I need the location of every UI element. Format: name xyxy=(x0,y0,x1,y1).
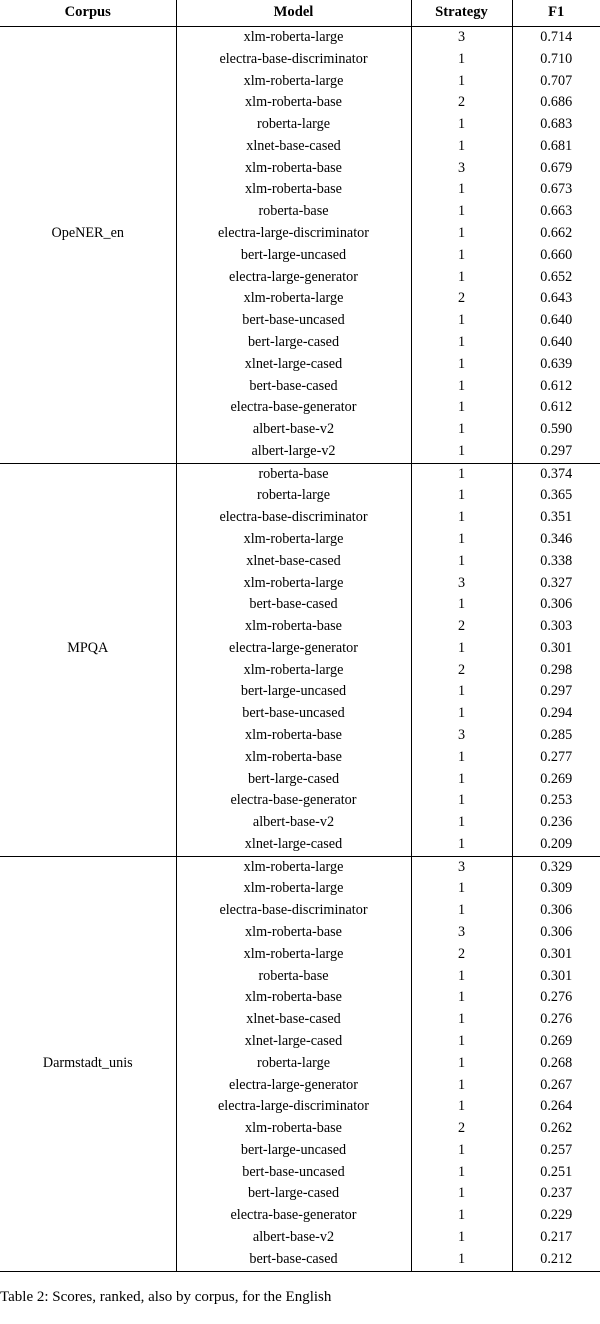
cell-corpus: Darmstadt_unis xyxy=(42,1054,133,1071)
cell-corpus xyxy=(0,397,176,419)
cell-model: albert-base-v2 xyxy=(176,812,411,834)
table-row xyxy=(0,441,600,463)
cell-strategy: 1 xyxy=(411,1205,512,1227)
cell-strategy: 1 xyxy=(411,179,512,201)
cell-strategy: 1 xyxy=(411,397,512,419)
cell-corpus xyxy=(0,1249,176,1271)
cell-strategy: 1 xyxy=(411,1009,512,1031)
cell-strategy: 1 xyxy=(411,201,512,223)
cell-corpus xyxy=(0,267,176,289)
cell-f1: 0.679 xyxy=(512,158,600,180)
cell-model: electra-base-generator xyxy=(176,790,411,812)
table-row xyxy=(0,1205,600,1227)
cell-f1: 0.236 xyxy=(512,812,600,834)
table-row xyxy=(0,397,600,419)
table-row xyxy=(0,223,600,245)
cell-strategy: 1 xyxy=(411,1227,512,1249)
table-row xyxy=(0,310,600,332)
cell-f1: 0.269 xyxy=(512,1031,600,1053)
cell-strategy: 1 xyxy=(411,769,512,791)
column-header-corpus: Corpus xyxy=(0,0,176,27)
cell-f1: 0.217 xyxy=(512,1227,600,1249)
cell-f1: 0.253 xyxy=(512,790,600,812)
cell-model: xlm-roberta-base xyxy=(176,179,411,201)
cell-f1: 0.710 xyxy=(512,49,600,71)
cell-corpus: OpeNER_en xyxy=(51,225,124,242)
cell-model: electra-base-discriminator xyxy=(176,900,411,922)
cell-corpus xyxy=(0,834,176,856)
cell-model: xlnet-base-cased xyxy=(176,1009,411,1031)
cell-f1: 0.686 xyxy=(512,92,600,114)
cell-strategy: 1 xyxy=(411,441,512,463)
cell-corpus xyxy=(0,27,176,49)
cell-strategy: 3 xyxy=(411,158,512,180)
cell-corpus xyxy=(0,573,176,595)
cell-strategy: 1 xyxy=(411,987,512,1009)
cell-f1: 0.590 xyxy=(512,419,600,441)
table-row xyxy=(0,1075,600,1097)
cell-corpus xyxy=(0,747,176,769)
cell-model: xlm-roberta-base xyxy=(176,616,411,638)
table-row xyxy=(0,856,600,878)
cell-model: roberta-large xyxy=(176,1053,411,1075)
cell-f1: 0.297 xyxy=(512,441,600,463)
cell-strategy: 2 xyxy=(411,660,512,682)
cell-corpus xyxy=(0,49,176,71)
cell-model: xlm-roberta-large xyxy=(176,660,411,682)
cell-strategy: 2 xyxy=(411,288,512,310)
cell-f1: 0.276 xyxy=(512,987,600,1009)
cell-corpus xyxy=(0,179,176,201)
cell-model: albert-base-v2 xyxy=(176,1227,411,1249)
cell-corpus xyxy=(0,966,176,988)
cell-model: roberta-base xyxy=(176,966,411,988)
cell-corpus xyxy=(0,1096,176,1118)
cell-model: xlnet-base-cased xyxy=(176,136,411,158)
cell-corpus xyxy=(0,529,176,551)
cell-f1: 0.346 xyxy=(512,529,600,551)
cell-strategy: 1 xyxy=(411,245,512,267)
cell-strategy: 1 xyxy=(411,638,512,660)
cell-corpus xyxy=(0,681,176,703)
cell-model: electra-base-discriminator xyxy=(176,49,411,71)
cell-corpus xyxy=(0,812,176,834)
cell-strategy: 3 xyxy=(411,922,512,944)
cell-model: bert-large-uncased xyxy=(176,1140,411,1162)
cell-model: bert-base-uncased xyxy=(176,1162,411,1184)
cell-strategy: 3 xyxy=(411,27,512,49)
cell-strategy: 1 xyxy=(411,790,512,812)
table-row xyxy=(0,485,600,507)
cell-corpus xyxy=(0,1140,176,1162)
cell-corpus xyxy=(0,92,176,114)
cell-f1: 0.269 xyxy=(512,769,600,791)
table-row xyxy=(0,638,600,660)
table-row xyxy=(0,136,600,158)
cell-strategy: 2 xyxy=(411,1118,512,1140)
cell-corpus xyxy=(0,201,176,223)
cell-strategy: 1 xyxy=(411,1053,512,1075)
cell-f1: 0.229 xyxy=(512,1205,600,1227)
table-row xyxy=(0,1118,600,1140)
cell-corpus xyxy=(0,922,176,944)
cell-model: xlm-roberta-base xyxy=(176,747,411,769)
cell-strategy: 1 xyxy=(411,812,512,834)
table-row xyxy=(0,92,600,114)
table-row xyxy=(0,769,600,791)
cell-strategy: 1 xyxy=(411,332,512,354)
cell-strategy: 1 xyxy=(411,49,512,71)
cell-f1: 0.673 xyxy=(512,179,600,201)
table-row xyxy=(0,158,600,180)
cell-f1: 0.663 xyxy=(512,201,600,223)
cell-f1: 0.262 xyxy=(512,1118,600,1140)
cell-strategy: 1 xyxy=(411,900,512,922)
table-row xyxy=(0,616,600,638)
cell-f1: 0.714 xyxy=(512,27,600,49)
cell-model: electra-base-generator xyxy=(176,1205,411,1227)
cell-model: electra-large-discriminator xyxy=(176,1096,411,1118)
cell-corpus xyxy=(0,354,176,376)
cell-model: bert-base-cased xyxy=(176,1249,411,1271)
cell-f1: 0.306 xyxy=(512,922,600,944)
cell-strategy: 1 xyxy=(411,1249,512,1271)
cell-f1: 0.652 xyxy=(512,267,600,289)
cell-strategy: 1 xyxy=(411,703,512,725)
cell-model: electra-large-generator xyxy=(176,1075,411,1097)
cell-strategy: 1 xyxy=(411,136,512,158)
cell-f1: 0.285 xyxy=(512,725,600,747)
cell-f1: 0.640 xyxy=(512,332,600,354)
table-row xyxy=(0,1031,600,1053)
table-row xyxy=(0,1227,600,1249)
cell-corpus xyxy=(0,136,176,158)
cell-f1: 0.660 xyxy=(512,245,600,267)
cell-f1: 0.301 xyxy=(512,944,600,966)
cell-model: electra-base-discriminator xyxy=(176,507,411,529)
cell-model: xlm-roberta-base xyxy=(176,922,411,944)
table-row xyxy=(0,179,600,201)
column-header-model: Model xyxy=(176,0,411,27)
cell-f1: 0.327 xyxy=(512,573,600,595)
cell-strategy: 1 xyxy=(411,419,512,441)
table-row xyxy=(0,922,600,944)
cell-f1: 0.643 xyxy=(512,288,600,310)
cell-corpus xyxy=(0,944,176,966)
cell-corpus xyxy=(0,158,176,180)
cell-model: bert-base-uncased xyxy=(176,703,411,725)
cell-model: albert-large-v2 xyxy=(176,441,411,463)
cell-corpus xyxy=(0,1227,176,1249)
cell-f1: 0.237 xyxy=(512,1183,600,1205)
cell-model: xlm-roberta-large xyxy=(176,878,411,900)
cell-model: electra-large-generator xyxy=(176,267,411,289)
cell-f1: 0.329 xyxy=(512,856,600,878)
cell-model: electra-base-generator xyxy=(176,397,411,419)
cell-corpus xyxy=(0,616,176,638)
cell-f1: 0.365 xyxy=(512,485,600,507)
cell-model: xlm-roberta-large xyxy=(176,944,411,966)
cell-f1: 0.612 xyxy=(512,397,600,419)
cell-f1: 0.612 xyxy=(512,376,600,398)
cell-model: xlm-roberta-base xyxy=(176,987,411,1009)
table-row xyxy=(0,245,600,267)
table-row xyxy=(0,878,600,900)
cell-f1: 0.301 xyxy=(512,638,600,660)
cell-strategy: 1 xyxy=(411,1140,512,1162)
cell-model: bert-base-cased xyxy=(176,594,411,616)
table-row xyxy=(0,332,600,354)
cell-strategy: 1 xyxy=(411,1031,512,1053)
cell-corpus xyxy=(0,1118,176,1140)
table-header-row xyxy=(0,0,600,27)
table-row xyxy=(0,966,600,988)
cell-corpus xyxy=(0,463,176,485)
table-row xyxy=(0,703,600,725)
table-row xyxy=(0,419,600,441)
table-row xyxy=(0,376,600,398)
cell-corpus xyxy=(0,441,176,463)
cell-strategy: 3 xyxy=(411,573,512,595)
cell-model: electra-large-generator xyxy=(176,638,411,660)
cell-corpus xyxy=(0,114,176,136)
cell-model: bert-large-uncased xyxy=(176,681,411,703)
cell-strategy: 1 xyxy=(411,529,512,551)
cell-strategy: 1 xyxy=(411,966,512,988)
table-row xyxy=(0,201,600,223)
cell-corpus xyxy=(0,419,176,441)
cell-f1: 0.640 xyxy=(512,310,600,332)
cell-strategy: 2 xyxy=(411,944,512,966)
cell-corpus xyxy=(0,594,176,616)
cell-strategy: 1 xyxy=(411,594,512,616)
cell-strategy: 1 xyxy=(411,747,512,769)
cell-f1: 0.683 xyxy=(512,114,600,136)
cell-f1: 0.301 xyxy=(512,966,600,988)
cell-strategy: 2 xyxy=(411,616,512,638)
cell-corpus xyxy=(0,878,176,900)
cell-model: bert-base-cased xyxy=(176,376,411,398)
cell-corpus xyxy=(0,1205,176,1227)
table-body xyxy=(0,27,600,1272)
cell-strategy: 1 xyxy=(411,71,512,93)
cell-f1: 0.267 xyxy=(512,1075,600,1097)
cell-strategy: 3 xyxy=(411,725,512,747)
table-row xyxy=(0,288,600,310)
cell-strategy: 1 xyxy=(411,1183,512,1205)
cell-model: roberta-large xyxy=(176,485,411,507)
cell-strategy: 2 xyxy=(411,92,512,114)
cell-model: xlm-roberta-large xyxy=(176,288,411,310)
table-row xyxy=(0,790,600,812)
cell-corpus xyxy=(0,310,176,332)
cell-strategy: 1 xyxy=(411,463,512,485)
cell-f1: 0.294 xyxy=(512,703,600,725)
table-row xyxy=(0,267,600,289)
table-row xyxy=(0,529,600,551)
cell-corpus xyxy=(0,1009,176,1031)
cell-model: electra-large-discriminator xyxy=(176,223,411,245)
cell-f1: 0.309 xyxy=(512,878,600,900)
cell-model: roberta-base xyxy=(176,463,411,485)
cell-model: bert-large-uncased xyxy=(176,245,411,267)
column-header-f1: F1 xyxy=(512,0,600,27)
cell-model: xlm-roberta-large xyxy=(176,529,411,551)
table-row xyxy=(0,49,600,71)
cell-f1: 0.351 xyxy=(512,507,600,529)
cell-strategy: 1 xyxy=(411,354,512,376)
figure-caption xyxy=(0,1272,600,1307)
cell-strategy: 1 xyxy=(411,507,512,529)
cell-model: xlm-roberta-large xyxy=(176,573,411,595)
cell-corpus xyxy=(0,1031,176,1053)
table-row xyxy=(0,114,600,136)
cell-f1: 0.277 xyxy=(512,747,600,769)
cell-corpus xyxy=(0,485,176,507)
caption-text: Table 2: Scores, ranked, also by corpus, for the English xyxy=(0,1288,332,1305)
cell-strategy: 1 xyxy=(411,878,512,900)
cell-f1: 0.251 xyxy=(512,1162,600,1184)
cell-f1: 0.681 xyxy=(512,136,600,158)
cell-corpus xyxy=(0,769,176,791)
table-row xyxy=(0,1183,600,1205)
cell-strategy: 1 xyxy=(411,485,512,507)
table-row xyxy=(0,573,600,595)
cell-corpus xyxy=(0,1075,176,1097)
table-row xyxy=(0,987,600,1009)
cell-f1: 0.298 xyxy=(512,660,600,682)
cell-model: xlm-roberta-base xyxy=(176,725,411,747)
cell-strategy: 1 xyxy=(411,1096,512,1118)
table-row xyxy=(0,1053,600,1075)
table-row xyxy=(0,900,600,922)
table-row xyxy=(0,354,600,376)
cell-f1: 0.209 xyxy=(512,834,600,856)
table-row xyxy=(0,1140,600,1162)
cell-model: roberta-base xyxy=(176,201,411,223)
cell-strategy: 1 xyxy=(411,114,512,136)
cell-model: bert-large-cased xyxy=(176,1183,411,1205)
cell-model: roberta-large xyxy=(176,114,411,136)
table-row xyxy=(0,27,600,49)
column-header-strategy: Strategy xyxy=(411,0,512,27)
cell-f1: 0.257 xyxy=(512,1140,600,1162)
cell-f1: 0.374 xyxy=(512,463,600,485)
cell-f1: 0.303 xyxy=(512,616,600,638)
table-row xyxy=(0,660,600,682)
cell-corpus xyxy=(0,376,176,398)
cell-strategy: 1 xyxy=(411,551,512,573)
cell-model: xlm-roberta-base xyxy=(176,1118,411,1140)
cell-f1: 0.297 xyxy=(512,681,600,703)
cell-corpus xyxy=(0,245,176,267)
table-row xyxy=(0,944,600,966)
cell-strategy: 1 xyxy=(411,223,512,245)
table-row xyxy=(0,594,600,616)
cell-f1: 0.306 xyxy=(512,900,600,922)
cell-model: xlm-roberta-large xyxy=(176,27,411,49)
table-row xyxy=(0,1096,600,1118)
cell-strategy: 1 xyxy=(411,681,512,703)
cell-model: bert-base-uncased xyxy=(176,310,411,332)
table-row xyxy=(0,812,600,834)
cell-strategy: 1 xyxy=(411,267,512,289)
table-row xyxy=(0,681,600,703)
cell-corpus xyxy=(0,332,176,354)
cell-corpus xyxy=(0,551,176,573)
cell-corpus xyxy=(0,1162,176,1184)
cell-f1: 0.338 xyxy=(512,551,600,573)
table-row xyxy=(0,1009,600,1031)
cell-model: bert-large-cased xyxy=(176,769,411,791)
cell-model: xlm-roberta-base xyxy=(176,92,411,114)
table-row xyxy=(0,507,600,529)
cell-model: xlm-roberta-large xyxy=(176,71,411,93)
cell-corpus xyxy=(0,900,176,922)
table-row xyxy=(0,551,600,573)
cell-strategy: 1 xyxy=(411,376,512,398)
cell-corpus xyxy=(0,703,176,725)
cell-corpus xyxy=(0,660,176,682)
cell-corpus xyxy=(0,1183,176,1205)
cell-corpus xyxy=(0,987,176,1009)
table-header xyxy=(0,0,600,27)
table-row xyxy=(0,747,600,769)
cell-strategy: 1 xyxy=(411,1162,512,1184)
cell-corpus xyxy=(0,288,176,310)
cell-corpus xyxy=(0,507,176,529)
cell-f1: 0.212 xyxy=(512,1249,600,1271)
cell-f1: 0.268 xyxy=(512,1053,600,1075)
cell-strategy: 3 xyxy=(411,856,512,878)
cell-model: xlm-roberta-large xyxy=(176,856,411,878)
cell-strategy: 1 xyxy=(411,1075,512,1097)
cell-model: xlnet-base-cased xyxy=(176,551,411,573)
table-row xyxy=(0,71,600,93)
cell-model: xlnet-large-cased xyxy=(176,834,411,856)
cell-strategy: 1 xyxy=(411,834,512,856)
table-row xyxy=(0,834,600,856)
cell-model: albert-base-v2 xyxy=(176,419,411,441)
table-row xyxy=(0,463,600,485)
cell-f1: 0.707 xyxy=(512,71,600,93)
cell-f1: 0.306 xyxy=(512,594,600,616)
table-row xyxy=(0,725,600,747)
table-row xyxy=(0,1249,600,1271)
cell-model: xlnet-large-cased xyxy=(176,354,411,376)
cell-model: xlnet-large-cased xyxy=(176,1031,411,1053)
cell-model: bert-large-cased xyxy=(176,332,411,354)
cell-model: xlm-roberta-base xyxy=(176,158,411,180)
cell-strategy: 1 xyxy=(411,310,512,332)
cell-corpus xyxy=(0,71,176,93)
cell-f1: 0.276 xyxy=(512,1009,600,1031)
table-row xyxy=(0,1162,600,1184)
cell-f1: 0.662 xyxy=(512,223,600,245)
cell-corpus xyxy=(0,856,176,878)
cell-corpus: MPQA xyxy=(67,639,109,656)
cell-corpus xyxy=(0,790,176,812)
cell-corpus xyxy=(0,725,176,747)
cell-f1: 0.264 xyxy=(512,1096,600,1118)
cell-f1: 0.639 xyxy=(512,354,600,376)
